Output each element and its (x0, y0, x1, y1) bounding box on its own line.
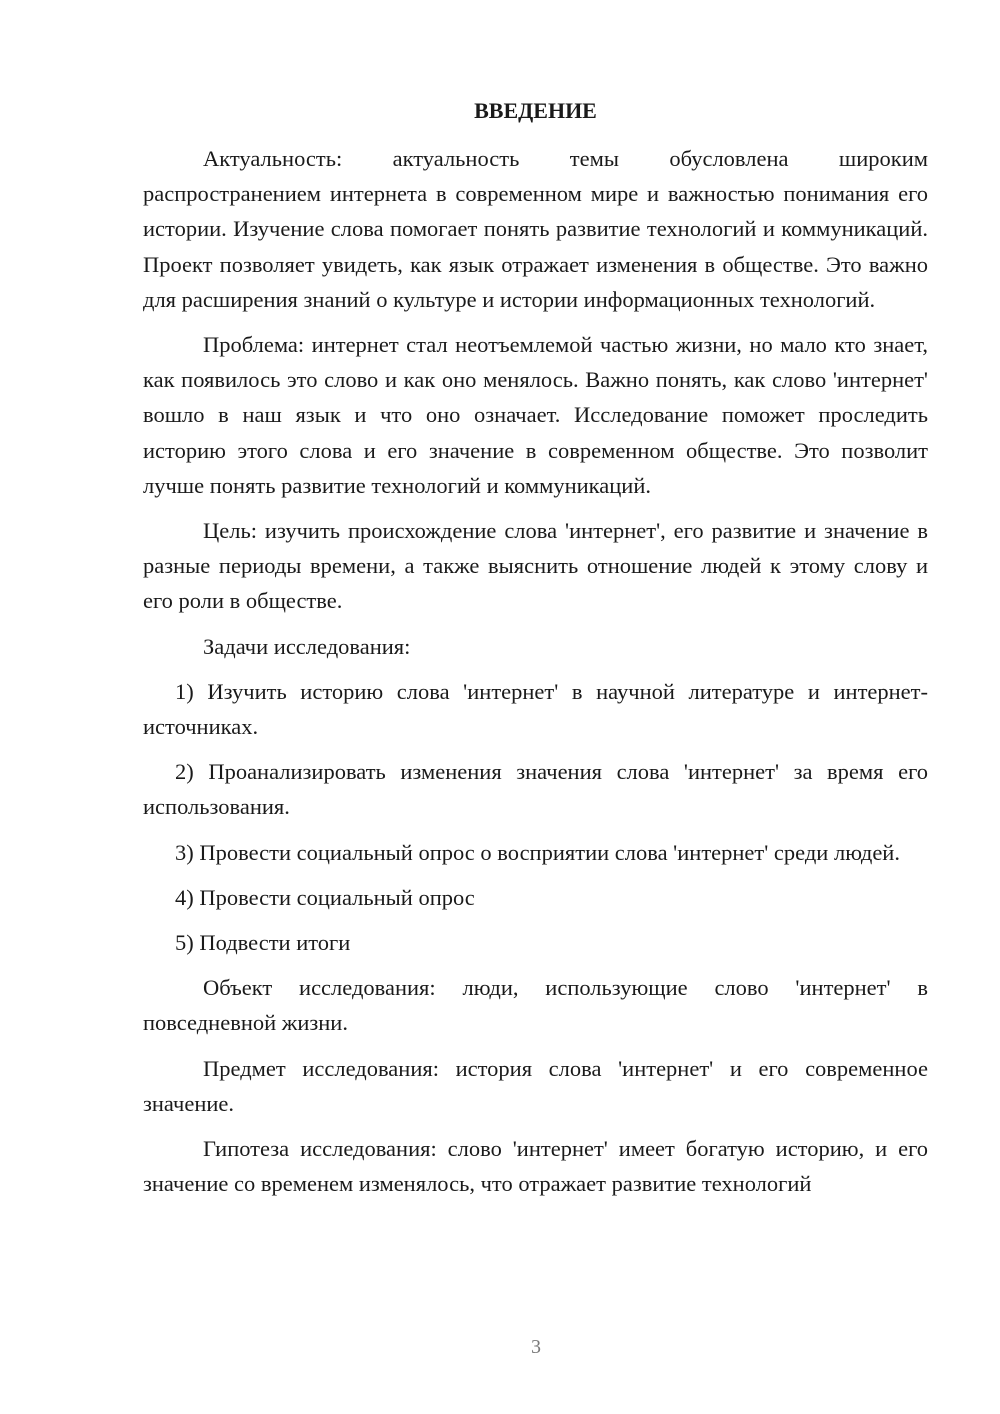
task-item-5: 5) Подвести итоги (175, 930, 351, 956)
section-title: ВВЕДЕНИЕ (474, 98, 597, 123)
relevance-paragraph: Актуальность: актуальность темы обусловлена широким распространением интернета в современном мире и важностью понимания его истории. Изучение слова помогает понять развитие технологий и коммуникаций. Проект позволяет увидеть, как язык отражает изменения в обществе. Это важно для расширения знаний о культуре и истории информационных технологий. (143, 146, 928, 312)
page-number: 3 (531, 1336, 541, 1358)
task-item-1: 1) Изучить историю слова 'интернет' в научной литературе и интернет-источниках. (143, 678, 928, 740)
hypothesis-paragraph: Гипотеза исследования: слово 'интернет' имеет богатую историю, и его значение со временем изменялось, что отражает развитие технологий (143, 1136, 928, 1197)
subject-paragraph: Предмет исследования: история слова 'интернет' и его современное значение. (143, 1055, 928, 1116)
object-paragraph: Объект исследования: люди, использующие слово 'интернет' в повседневной жизни. (143, 975, 928, 1036)
task-item-4: 4) Провести социальный опрос (175, 884, 475, 910)
tasks-heading: Задачи исследования: (203, 633, 411, 659)
problem-paragraph: Проблема: интернет стал неотъемлемой частью жизни, но мало кто знает, как появилось это слово и как оно менялось. Важно понять, как слово 'интернет' вошло в наш язык и что оно означает. Исследование поможет проследить историю этого слова и его значение в современном обществе. Это позволит лучше понять развитие технологий и коммуникаций. (143, 332, 928, 498)
task-item-3: 3) Провести социальный опрос о восприятии слова 'интернет' среди людей. (175, 839, 900, 865)
goal-paragraph: Цель: изучить происхождение слова 'интернет', его развитие и значение в разные периоды времени, а также выяснить отношение людей к этому слову и его роли в обществе. (143, 518, 928, 614)
page-content (143, 93, 928, 1211)
task-item-2: 2) Проанализировать изменения значения слова 'интернет' за время его использования. (143, 759, 928, 820)
